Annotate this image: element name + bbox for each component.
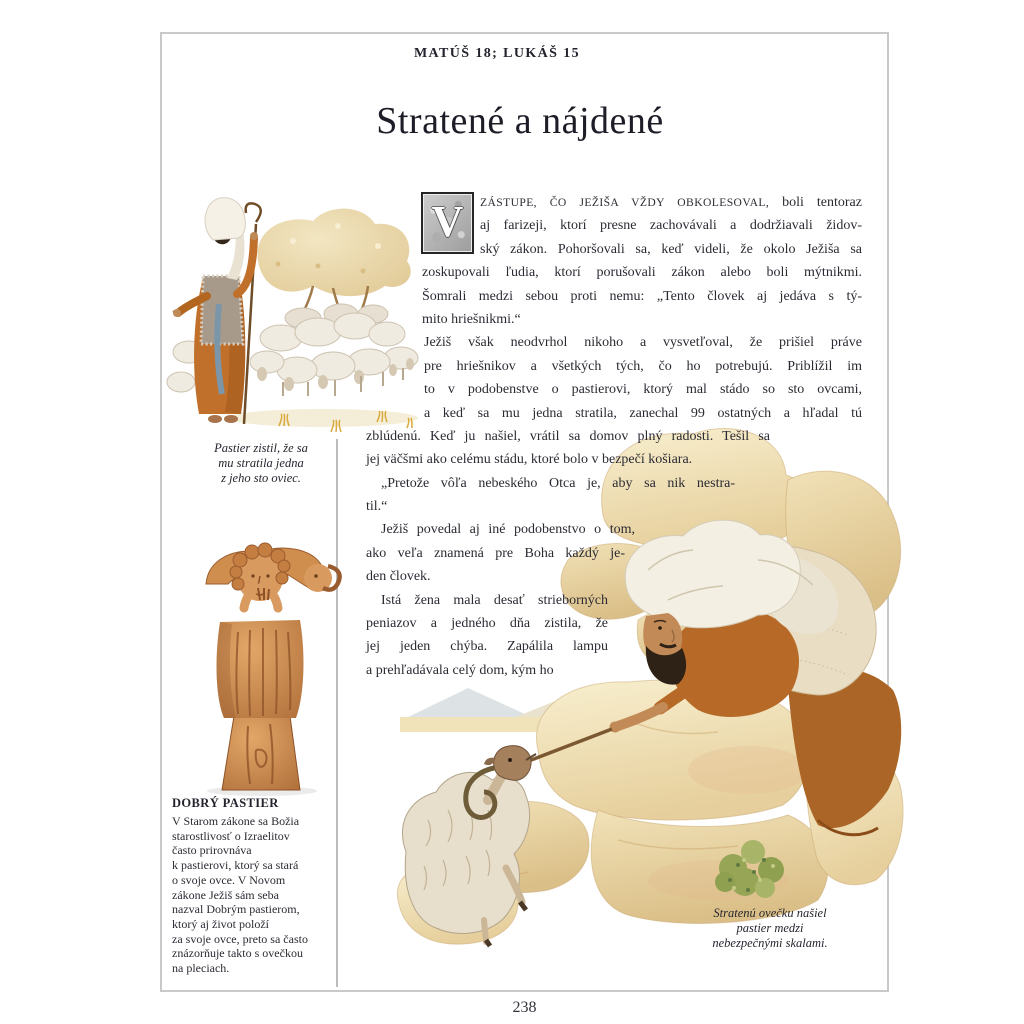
text-line: pre hriešnikov a všetkých tých, čo ho potrebujú. Priblížil im [424, 358, 862, 374]
sidebar-line: nazval Dobrým pastierom, [172, 902, 300, 917]
caption-line: z jeho sto oviec. [221, 471, 301, 485]
text-line: den človek. [366, 569, 431, 585]
sidebar-line: k pastierovi, ktorý sa stará [172, 858, 299, 873]
sidebar-line: za svoje ovce, preto sa často [172, 931, 308, 946]
rocks-caption [655, 906, 885, 951]
page-title: Stratené a nájdené [376, 100, 664, 142]
text-line: to v podobenstve o pastierovi, ktorý mal stádo so sto ovcami, [424, 382, 862, 398]
sidebar-line: ktorý aj život položí [172, 916, 269, 931]
caption-line: nebezpečnými skalami. [712, 936, 828, 950]
text-line: a prehľadávala celý dom, kým ho [366, 662, 554, 678]
text-line: zblúdenú. Keď ju našiel, vrátil sa domov plný radosti. Tešil sa [366, 428, 770, 444]
text-line: mito hriešnikmi.“ [422, 311, 521, 327]
lead-small-caps: ZÁSTUPE, ČO JEŽIŠA VŽDY OBKOLESOVAL, [480, 196, 770, 209]
text-line: Ježiš však neodvrhol nikoho a vysvetľoval, že prišiel práve [424, 335, 862, 351]
text-line [480, 191, 862, 214]
page-header: MATÚŠ 18; LUKÁŠ 15 [413, 46, 581, 61]
text-line: zoskupovali ľudia, ktorí porušovali zákon alebo boli mýtnikmi. [422, 265, 862, 281]
caption-line: Pastier zistil, že sa [214, 441, 308, 455]
sidebar-line: znázorňuje takto s ovečkou [172, 946, 303, 961]
page-number: 238 [512, 999, 537, 1016]
caption-line: Stratenú ovečku našiel [713, 906, 827, 920]
text-line: Ježiš povedal aj iné podobenstvo o tom, [381, 522, 635, 538]
text-line: ský zákon. Pohoršovali sa, keď videli, že okolo Ježiša sa [480, 241, 862, 257]
text-line: jej väčšmi ako celému stádu, ktoré bolo v bezpečí košiara. [366, 452, 693, 468]
sidebar-line: často prirovnáva [172, 843, 252, 858]
text-line: peniazov a jedného dňa zistila, že [366, 616, 608, 632]
text-line: aj farizeji, ktorí presne zachovávali a dodržiavali židov- [480, 218, 862, 234]
text-line: Šomrali medzi sebou proti nemu: „Tento človek aj jedáva s tý- [422, 288, 862, 304]
text-line: til.“ [366, 499, 388, 515]
sidebar-text [172, 814, 336, 976]
sidebar-line: zákone Ježiš sám seba [172, 887, 279, 902]
flock-caption [181, 441, 341, 486]
text-line: a keď sa mu jedna stratila, zanechal 99 ostatných a hľadal tú [424, 405, 862, 421]
text-line: Istá žena mala desať strieborných [381, 592, 608, 608]
sidebar-line: o svoje ovce. V Novom [172, 872, 286, 887]
text-line: „Pretože vôľa nebeského Otca je, aby sa nik nestra- [381, 475, 735, 491]
caption-line: mu stratila jedna [218, 456, 304, 470]
text-line: jej jeden chýba. Zapálila lampu [366, 639, 608, 655]
sidebar-heading: DOBRÝ PASTIER [172, 796, 279, 810]
drop-cap: V [421, 192, 474, 254]
sidebar-line: na pleciach. [172, 961, 230, 976]
lead-rest: boli tentoraz [769, 195, 862, 210]
statue-figure [206, 543, 340, 790]
body-text [366, 191, 862, 682]
caption-line: pastier medzi [736, 921, 804, 935]
good-shepherd-statue-illustration [170, 504, 352, 796]
sidebar-line: starostlivosť o Izraelitov [172, 828, 290, 843]
sidebar-line: V Starom zákone sa Božia [172, 814, 300, 828]
lost-sheep [403, 746, 536, 946]
text-line: ako veľa znamená pre Boha každý je- [366, 545, 625, 561]
